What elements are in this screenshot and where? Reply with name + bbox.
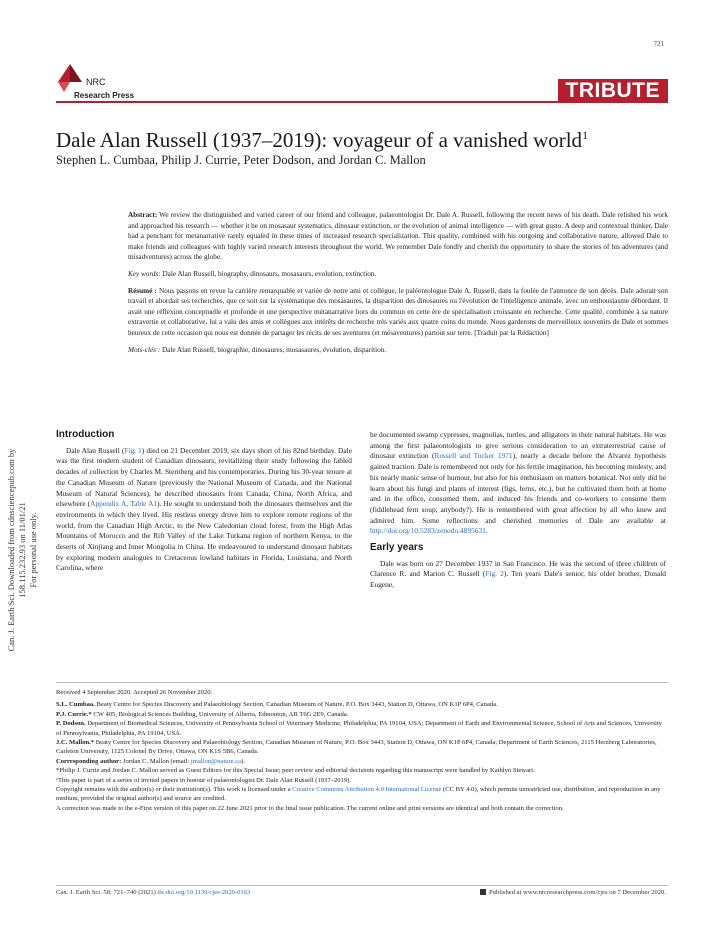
publisher-subname: Research Press xyxy=(74,91,135,100)
continued-paragraph xyxy=(370,430,666,537)
resume-paragraph xyxy=(128,286,668,339)
corr-label: Corresponding author: xyxy=(56,757,122,765)
early-years-paragraph xyxy=(370,559,666,591)
affil-cumbaa xyxy=(56,700,668,709)
affil-mallon-name: J.C. Mallon.* xyxy=(56,739,95,747)
author-list: Stephen L. Cumbaa, Philip J. Currie, Peter Dodson, and Jordan C. Mallon xyxy=(56,153,426,167)
copyright-text-a: Copyright remains with the author(s) or their institution(s). This work is licensed under a xyxy=(56,786,293,794)
corresponding-author xyxy=(56,757,668,766)
guest-editor-note: *Philip J. Currie and Jordan C. Mallon served as Guest Editors for this Special Issue; peer review and editorial decisions regarding this manuscript were handled by Kathlyn Stewart. xyxy=(56,767,535,775)
section-label: TRIBUTE xyxy=(558,79,669,103)
corr-text: Jordan C. Mallon (email: xyxy=(122,757,191,765)
corr-end: ). xyxy=(241,757,245,765)
early-text-b: ). Ten years Dale's senior, his older brother, Donald Eugene, xyxy=(370,569,666,590)
body-column-left xyxy=(56,430,352,574)
intro-paragraph xyxy=(56,446,352,574)
article-title xyxy=(56,122,676,153)
section-heading-early-years: Early years xyxy=(370,542,424,554)
keywords-line xyxy=(128,269,668,280)
intro-text-b: ) died on 21 December 2019, six days short of his 82nd birthday. Dale was the first modern student of Canadian dinosaurs, revitalizing their study following the fabled decades of collection by Charles M. Sternberg and his contemporaries. During his 30-year tenure at the Canadian Museum of Nature (previously the National Museum of Canada, and the National Museum of Natural Sciences), he described dinosaurs from Canada, China, North Africa, and elsewhere ( xyxy=(56,445,352,509)
keywords-text: Dale Alan Russell, biography, dinosaurs, mosasaurs, evolution, extinction. xyxy=(162,269,377,278)
affil-currie-name: P.J. Currie.* xyxy=(56,710,92,718)
zenodo-link[interactable]: http://doi.org/10.5283/zenodo.4895631 xyxy=(370,526,486,536)
footnotes xyxy=(56,688,668,813)
affil-dodson-name: P. Dodson. xyxy=(56,720,86,728)
intro-text-a: Dale Alan Russell ( xyxy=(66,445,125,455)
series-note: ¹This paper is part of a series of invited papers in honour of palaeontologist Dr. Dale Alan Russell (1937–2019). xyxy=(56,776,351,784)
intro-text-c: ). He sought to understand both the dinosaurs themselves and the environments in which they lived. His restless energy drove him to explore remote regions of the world, from the Canadian High Arctic, to the New Caledonian cloud forest, from the High Atlas Mountains of Morocco and the Rift Valley of the Lake Turkana region of northern Kenya, to the deserts of Xinjiang and Inner Mongolia in China. He endeavoured to understand dinosaur habitats by exploring modern analogues to Cretaceous lowland habitats in Florida, Louisiana, and North Carolina, where xyxy=(56,499,353,573)
copyright-note xyxy=(56,785,668,804)
copyright-text-b: (CC BY 4.0), which permits unrestricted use, distribution, and reproduction in any medium, provided the original author(s) and source are credited. xyxy=(56,786,661,803)
citation-line xyxy=(56,889,250,896)
affil-mallon-text: Beaty Centre for Species Discovery and Palaeobiology Section, Canadian Museum of Nature, P.O. Box 3443, Station D, Ottawa, ON K1P 6P4, Canada; Department of Earth Sciences, 2115 Herzberg Laboratories, Carleton University, 1125 Colonel By Drive, Ottawa, ON K1S 5B6, Canada. xyxy=(56,739,657,756)
affil-mallon xyxy=(56,738,668,757)
corr-email-link[interactable]: jmallon@nature.ca xyxy=(190,757,242,765)
received-line: Received 4 September 2020. Accepted 26 November 2020. xyxy=(56,689,213,696)
published-text: Published at www.nrcresearchpress.com/cjes on 7 December 2020. xyxy=(489,889,666,896)
title-footnote-marker[interactable]: 1 xyxy=(582,128,589,142)
affil-cumbaa-name: S.L. Cumbaa. xyxy=(56,701,95,709)
correction-note: A correction was made to the e-First version of this paper on 22 June 2021 prior to the final issue publication. The current online and print versions are identical and both contain the correction. xyxy=(56,804,564,812)
fig2-link[interactable]: Fig. 2 xyxy=(485,569,504,579)
doi-link[interactable]: dx.doi.org/10.1139/cjes-2020-0163 xyxy=(157,889,251,896)
motscles-line xyxy=(128,345,668,356)
motscles-label: Mots-clés : xyxy=(128,345,161,354)
affil-dodson-text: Department of Biomedical Sciences, University of Pennsylvania School of Veterinary Medicine, Philadelphia, PA 19104, USA; Department of Earth and Environmental Science, School of Arts and Sciences, University of Pennsylvania, Philadelphia, PA 19104, USA. xyxy=(56,720,662,737)
page-number: 721 xyxy=(653,40,664,48)
download-notice-line2: For personal use only. xyxy=(28,512,38,588)
abstract-text: We review the distinguished and varied career of our friend and colleague, palaeontologist Dr. Dale A. Russell, following the recent news of his death. Dale relished his work and approached his research — whether it be on mosasaur systematics, dinosaur extinction, or the evolution of animal intelligence — with great gusto. A deep and contextual thinker, Dale had a penchant for metanarrative rarely equaled in these times of increased research specialization. This quality, combined with his outgoing and collaborative nature, allowed Dale to make friends and colleagues with highly varied research interests throughout the world. We remember Dale fondly and cherish the opportunity to share the stories of his adventures (and misadventures) across the globe. xyxy=(128,211,668,262)
russell-tucker-link[interactable]: Russell and Tucker 1971 xyxy=(434,451,513,461)
col2-text-c: . xyxy=(485,526,488,536)
abstract-label: Abstract: xyxy=(128,211,158,219)
fig1-link[interactable]: Fig. 1 xyxy=(124,445,142,455)
abstract-paragraph xyxy=(128,210,668,263)
section-heading-introduction: Introduction xyxy=(56,429,115,440)
publisher-name: NRC xyxy=(86,77,106,87)
abstract-block xyxy=(128,210,668,361)
title-text: Dale Alan Russell (1937–2019): voyageur of a vanished world xyxy=(56,128,583,152)
resume-text: Nous passons en revue la carrière remarquable et variée de notre ami et collègue, le paléontologue Dale A. Russell, dans la foulée de l'annonce de son décès. Dale adorait son travail et abordait ses recherches, que ce soit sur la systématique des mosasaures, la disparition des dinosaures ou l'évolution de l'intelligence animale, avec un enthousiasme débordant. Il avait une réflexion conceptuelle et profonde et une perspective métanarrative hors du commun en cette ère de spécialisation croissante en recherche. Cette qualité, combinée à sa nature extravertie et collaborative, lui a valu des amis et collègues aux intérêts de recherche très variés aux quatre coins du monde. Nous garderons de merveilleux souvenirs de Dale et sommes heureux de cette occasion qui nous est donnée de partager les récits de ses aventures (et mésaventures) partout sur terre. [Traduit par la Rédaction] xyxy=(128,286,669,337)
affil-dodson xyxy=(56,719,668,738)
appendix-link[interactable]: Appendix A, Table A1 xyxy=(90,499,158,509)
affil-currie xyxy=(56,710,668,719)
affil-cumbaa-text: Beaty Centre for Species Discovery and Palaeobiology Section, Canadian Museum of Nature, P.O. Box 3443, Station D, Ottawa, ON K1P 6P4, Canada. xyxy=(96,701,498,709)
affil-currie-text: CW 405, Biological Sciences Building, University of Alberta, Edmonton, AB T6G 2E9, Canada. xyxy=(93,710,349,718)
early-text-a: Dale was born on 27 December 1937 in San Francisco. He was the second of three children of Clarence R. and Marion C. Russell ( xyxy=(370,558,666,579)
download-notice-line1: Can. J. Earth Sci. Downloaded from cdnsciencepub.com by 158.115.232.93 on 11/01/21 xyxy=(6,448,27,652)
published-square-icon xyxy=(480,889,486,895)
col2-text-b: ), nearly a decade before the Alvarez hypothesis gained traction. Dale is remembered not only for his fertile imagination, his becoming modesty, and his nearly manic sense of humour, but also for his enthusiasm on matters botanical. Not only did he learn about his fungi and plants of interest (figs, ferns, etc.), but he cultivated them both at home and in the office, consumed them, and induced his friends and co-workers to consume them (fiddlehead fern soup, anybody?). He is remembered with great affection by all who knew and admired him. Some reflections and cherished memories of Dale are available at xyxy=(370,451,667,525)
license-link[interactable]: Creative Commons Attribution 4.0 International License xyxy=(292,786,442,794)
keywords-label: Key words: xyxy=(128,269,161,278)
bottom-divider xyxy=(56,885,668,886)
published-line xyxy=(480,889,666,896)
body-column-right xyxy=(370,430,666,591)
motscles-text: Dale Alan Russell, biographie, dinosaures, mosasaures, évolution, disparition. xyxy=(161,345,387,354)
col2-text-a: he documented swamp cypresses, magnolias, turtles, and alligators in their natural habitats. He was among the first palaeontologists to give serious consideration to an extraterrestrial cause of dinosaur extinction ( xyxy=(370,430,666,461)
download-notice xyxy=(6,425,42,675)
footnote-divider xyxy=(56,682,668,683)
resume-label: Résumé : xyxy=(128,286,157,295)
citation-text: Can. J. Earth Sci. 58: 721–740 (2021) xyxy=(56,889,156,896)
